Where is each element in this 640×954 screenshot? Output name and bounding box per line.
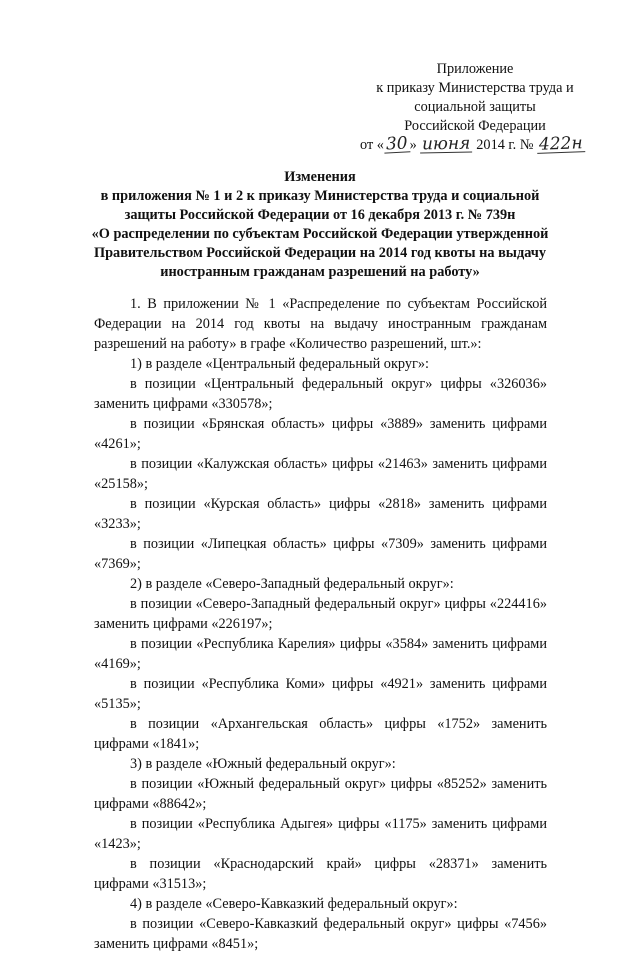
heading-line: иностранным гражданам разрешений на работу»	[160, 264, 480, 280]
handwritten-month: июня	[422, 133, 471, 155]
heading-line: защиты Российской Федерации от 16 декабря 2013 г. № 739н	[124, 207, 516, 223]
date-year: 2014 г. №	[476, 137, 534, 153]
paragraph: в позиции «Липецкая область» цифры «7309» заменить цифрами «7369»;	[94, 536, 547, 572]
appendix-country-line: Российской Федерации	[404, 118, 546, 134]
section-item: 4) в разделе «Северо-Кавказкий федеральный округ»:	[130, 896, 458, 912]
heading-line: в приложения № 1 и 2 к приказу Министерства труда и социальной	[100, 188, 540, 204]
section-item: 1) в разделе «Центральный федеральный округ»:	[130, 356, 429, 372]
heading-line: «О распределении по субъектам Российской Федерации утвержденной	[91, 226, 549, 242]
paragraph: в позиции «Северо-Западный федеральный округ» цифры «224416» заменить цифрами «226197»;	[94, 596, 547, 632]
paragraph: в позиции «Республика Карелия» цифры «3584» заменить цифрами «4169»;	[94, 636, 547, 672]
handwritten-day: 30	[385, 133, 409, 155]
paragraph: в позиции «Курская область» цифры «2818» заменить цифрами «3233»;	[94, 496, 547, 532]
document-heading	[88, 168, 552, 282]
paragraph: в позиции «Калужская область» цифры «21463» заменить цифрами «25158»;	[94, 456, 547, 492]
appendix-date-line	[355, 133, 595, 155]
section-item: 3) в разделе «Южный федеральный округ»:	[130, 756, 396, 772]
handwritten-doc-number: 422н	[538, 133, 584, 155]
paragraph: 1. В приложении № 1 «Распределение по субъектам Российской Федерации на 2014 год квоты на выдачу иностранным гражданам разрешений на работу» в графе «Количество разрешений, шт.»:	[94, 296, 547, 352]
paragraph: в позиции «Северо-Кавказкий федеральный округ» цифры «7456» заменить цифрами «8451»;	[94, 916, 547, 952]
section-item: 2) в разделе «Северо-Западный федеральный округ»:	[130, 576, 454, 592]
paragraph: в позиции «Брянская область» цифры «3889» заменить цифрами «4261»;	[94, 416, 547, 452]
date-prefix: от «	[360, 137, 384, 153]
heading-line: Правительством Российской Федерации на 2014 год квоты на выдачу	[93, 245, 546, 261]
paragraph: в позиции «Краснодарский край» цифры «28371» заменить цифрами «31513»;	[94, 856, 547, 892]
paragraph: в позиции «Архангельская область» цифры «1752» заменить цифрами «1841»;	[94, 716, 547, 752]
appendix-block	[355, 60, 595, 155]
heading-title: Изменения	[284, 169, 356, 185]
paragraph: в позиции «Республика Адыгея» цифры «1175» заменить цифрами «1423»;	[94, 816, 547, 852]
appendix-order-line: к приказу Министерства труда и	[376, 80, 574, 96]
document-body	[94, 294, 547, 954]
appendix-title: Приложение	[436, 61, 514, 77]
paragraph: в позиции «Республика Коми» цифры «4921» заменить цифрами «5135»;	[94, 676, 547, 712]
date-mid: »	[409, 137, 417, 153]
appendix-ministry-line: социальной защиты	[414, 99, 536, 115]
paragraph: в позиции «Южный федеральный округ» цифры «85252» заменить цифрами «88642»;	[94, 776, 547, 812]
paragraph: в позиции «Центральный федеральный округ» цифры «326036» заменить цифрами «330578»;	[94, 376, 547, 412]
